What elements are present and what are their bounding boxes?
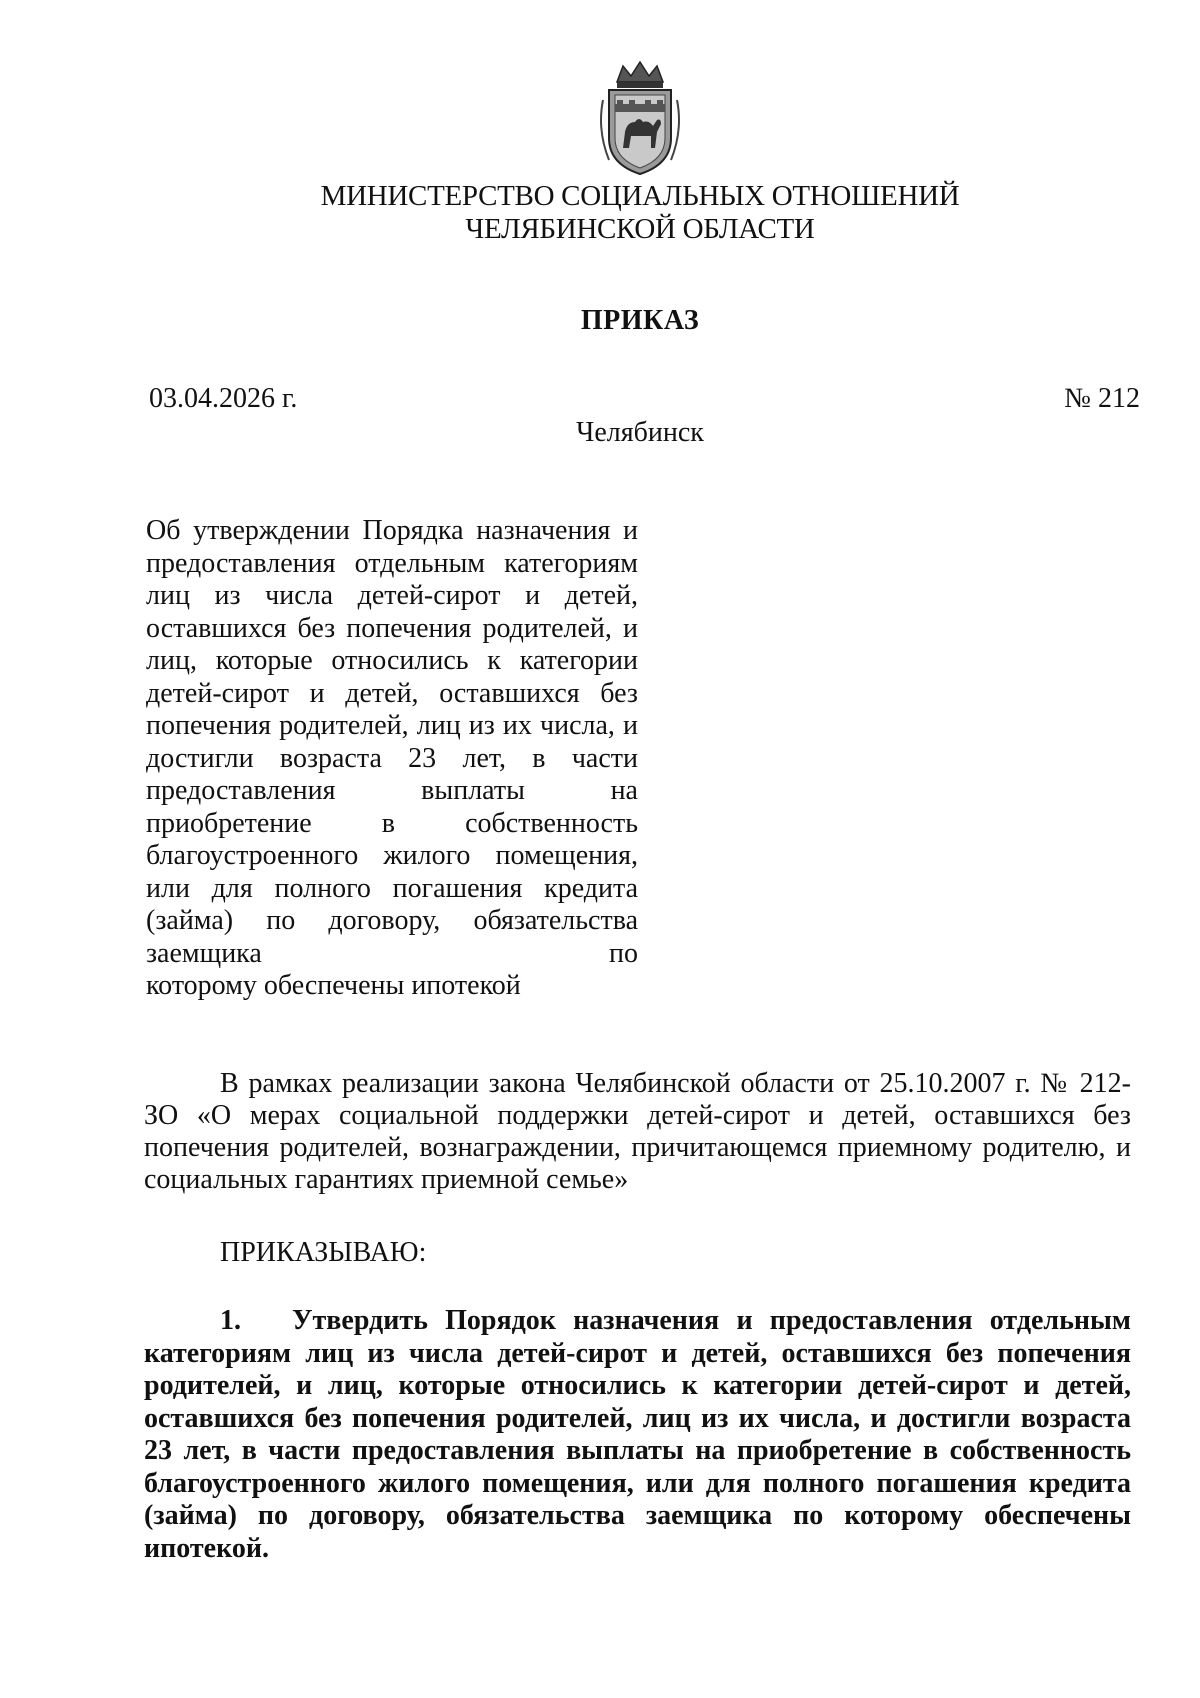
order-number: № 212 (1064, 383, 1140, 414)
chelyabinsk-coat-of-arms-icon (595, 60, 685, 178)
order-preamble: В рамках реализации закона Челябинской области от 25.10.2007 г. № 212-ЗО «О мерах социальной поддержки детей-сирот и детей, оставшихся без попечения родителей, вознаграждении, причитающемся приемному родителю, и социальных гарантиях приемной семье» (144, 1068, 1131, 1195)
ministry-name (250, 180, 1030, 246)
order-point-1 (144, 1305, 1131, 1565)
order-point-text: Утвердить Порядок назначения и предоставления отдельным категориям лиц из числа детей-сирот и детей, оставшихся без попечения родителей, и лиц, которые относились к категории детей-сирот и детей, оставшихся без попечения родителей, лиц из их числа, и достигли возраста 23 лет, в части предоставления выплаты на приобретение в собственность благоустроенного жилого помещения, или для полного погашения кредита (займа) по договору, обязательства заемщика по которому обеспечены ипотекой. (144, 1305, 1131, 1564)
order-directive-word: ПРИКАЗЫВАЮ: (220, 1237, 427, 1268)
order-subject-last-line: которому обеспечены ипотекой (146, 970, 521, 1001)
document-type-title: ПРИКАЗ (580, 305, 700, 336)
ministry-name-line2: ЧЕЛЯБИНСКОЙ ОБЛАСТИ (465, 213, 815, 245)
order-date: 03.04.2026 г. (149, 383, 298, 414)
ministry-name-line1: МИНИСТЕРСТВО СОЦИАЛЬНЫХ ОТНОШЕНИЙ (320, 180, 960, 212)
order-subject (146, 515, 638, 1003)
order-city: Челябинск (576, 417, 704, 448)
order-point-number: 1. (220, 1305, 241, 1336)
order-subject-text: Об утверждении Порядка назначения и предоставления отдельным категориям лиц из числа детей-сирот и детей, оставшихся без попечения родителей, и лиц, которые относились к категории детей-сирот и детей, оставшихся без попечения родителей, лиц из их числа, и достигли возраста 23 лет, в части предоставления выплаты на приобретение в собственность благоустроенного жилого помещения, или для полного погашения кредита (займа) по договору, обязательства заемщика по (146, 515, 638, 969)
